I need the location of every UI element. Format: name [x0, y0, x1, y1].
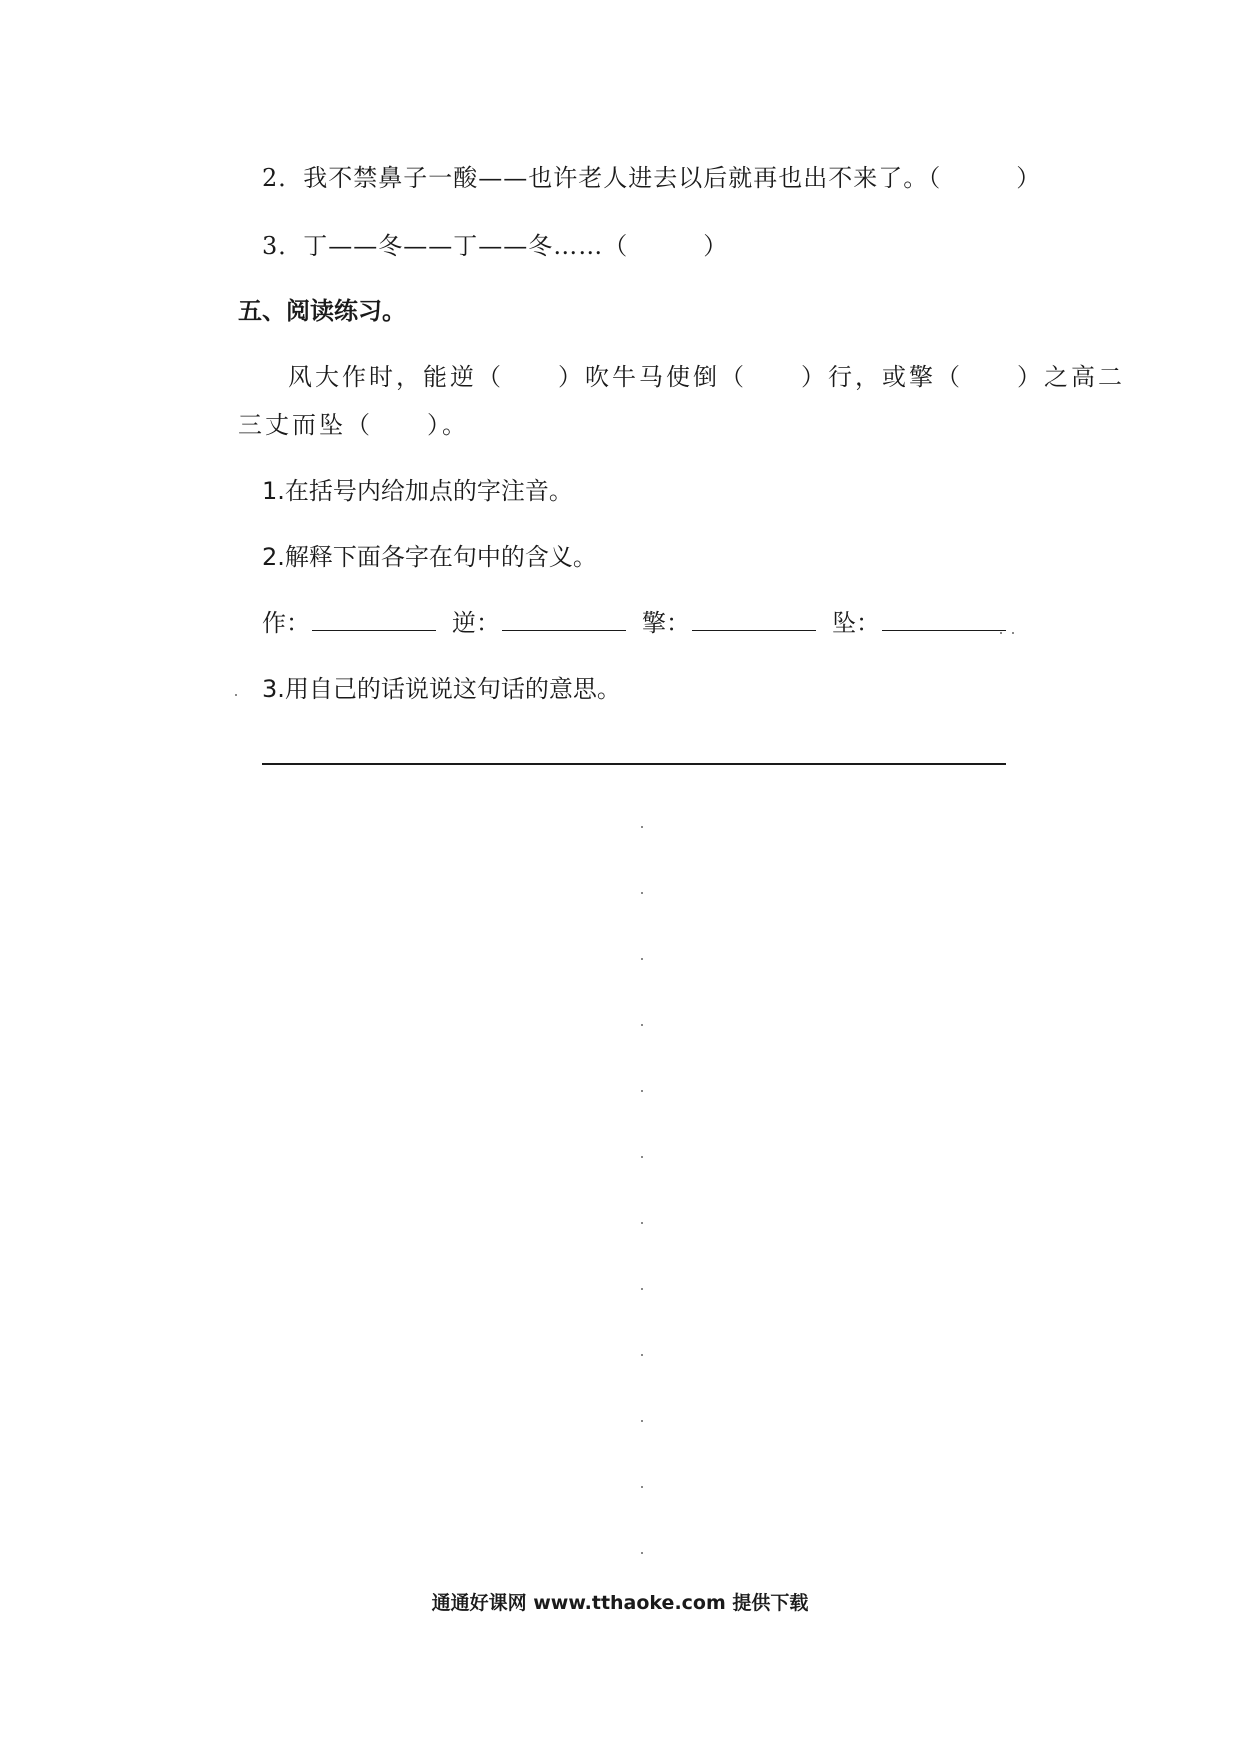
question-2: 2．我不禁鼻子一酸——也许老人进去以后就再也出不来了。（ ）: [262, 164, 1042, 192]
scan-speck: [641, 1222, 643, 1224]
scan-speck: [641, 826, 643, 828]
section-5-heading: 五、阅读练习。: [238, 297, 406, 325]
scan-speck: [1012, 632, 1014, 634]
passage-line-1: 风大作时，能逆（ ）吹牛马使倒（ ）行，或擎（ ）之高二: [288, 363, 1125, 391]
fill-label: 作：: [262, 609, 310, 637]
sub-question-2: 2.解释下面各字在句中的含义。: [262, 543, 597, 571]
fill-item-qing: [642, 606, 816, 640]
answer-blank[interactable]: [692, 606, 816, 631]
fill-item-zuo: [262, 606, 436, 640]
scan-speck: [641, 1354, 643, 1356]
scan-speck: [641, 1090, 643, 1092]
scan-speck: [641, 1288, 643, 1290]
answer-blank[interactable]: [312, 606, 436, 631]
scan-speck: [641, 892, 643, 894]
fill-label: 坠：: [832, 609, 880, 637]
scan-speck: [641, 1024, 643, 1026]
sub-question-1: 1.在括号内给加点的字注音。: [262, 477, 573, 505]
fill-label: 擎：: [642, 609, 690, 637]
scan-speck: [641, 1552, 643, 1554]
fill-in-row: [262, 606, 1022, 640]
fill-item-zhui: [832, 606, 1006, 640]
scan-speck: [1000, 632, 1002, 634]
answer-line[interactable]: [262, 763, 1006, 765]
question-3: 3．丁——冬——丁——冬……（ ）: [262, 232, 729, 260]
sub-question-3: 3.用自己的话说说这句话的意思。: [262, 675, 621, 703]
scan-speck: [641, 958, 643, 960]
scan-speck: [641, 1156, 643, 1158]
fill-item-ni: [452, 606, 626, 640]
fill-label: 逆：: [452, 609, 500, 637]
answer-blank[interactable]: [882, 606, 1006, 631]
answer-blank[interactable]: [502, 606, 626, 631]
passage-line-2: 三丈而坠（ ）。: [238, 411, 469, 439]
scan-speck: [235, 694, 237, 696]
footer-credit: 通通好课网 www.tthaoke.com 提供下载: [431, 1592, 809, 1614]
scan-speck: [641, 1420, 643, 1422]
scan-speck: [641, 1486, 643, 1488]
